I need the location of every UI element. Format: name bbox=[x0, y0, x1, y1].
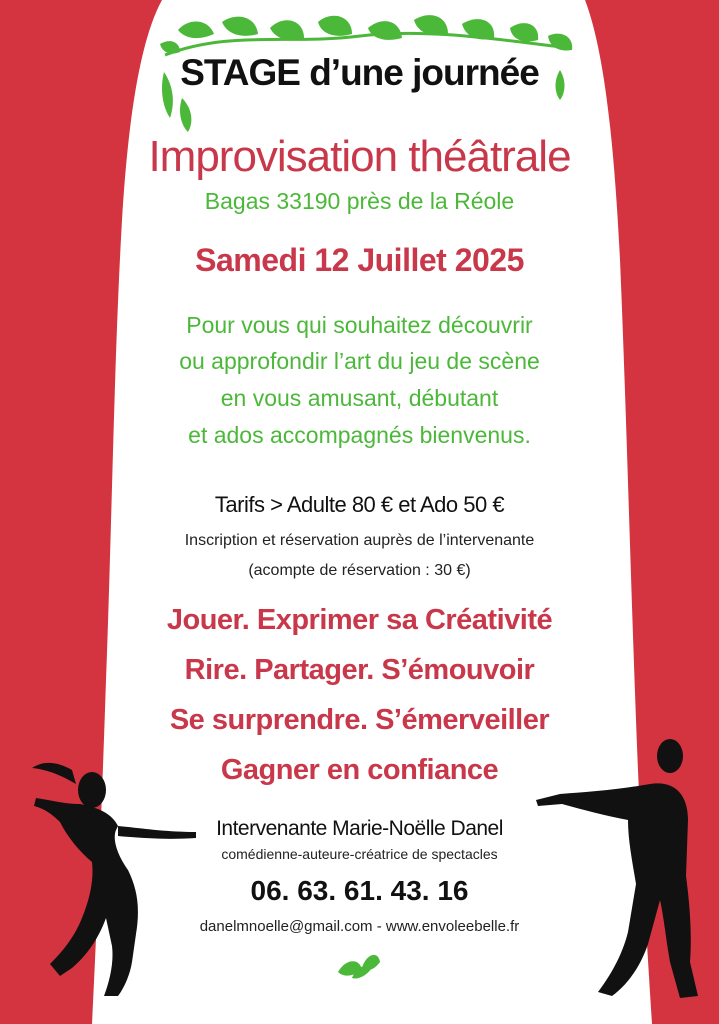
tagline-line: Pour vous qui souhaitez découvrir bbox=[186, 312, 533, 338]
tagline-line: ou approfondir l’art du jeu de scène bbox=[179, 348, 540, 374]
workshop-subtitle: Improvisation théâtrale bbox=[148, 132, 571, 181]
registration-info: Inscription et réservation auprès de l’intervenante bbox=[184, 532, 535, 549]
slogan-line: Gagner en confiance bbox=[220, 754, 499, 786]
contact-line: danelmnoelle@gmail.com - www.envoleebelle.fr bbox=[199, 918, 520, 935]
tagline-line: et ados accompagnés bienvenus. bbox=[188, 422, 531, 448]
price-info: Tarifs > Adulte 80 € et Ado 50 € bbox=[214, 492, 505, 517]
phone-number: 06. 63. 61. 43. 16 bbox=[250, 875, 469, 906]
stage-title: STAGE d’une journée bbox=[180, 52, 539, 93]
event-date: Samedi 12 Juillet 2025 bbox=[195, 242, 524, 278]
slogan-line: Se surprendre. S’émerveiller bbox=[169, 704, 550, 736]
location-text: Bagas 33190 près de la Réole bbox=[204, 188, 515, 214]
slogan-line: Jouer. Exprimer sa Créativité bbox=[166, 604, 553, 636]
host-name: Intervenante Marie-Noëlle Danel bbox=[216, 817, 503, 840]
leaf-sprout-icon bbox=[338, 955, 380, 979]
slogan-line: Rire. Partager. S’émouvoir bbox=[184, 654, 535, 686]
deposit-info: (acompte de réservation : 30 €) bbox=[248, 562, 471, 579]
tagline-line: en vous amusant, débutant bbox=[220, 385, 499, 411]
host-role: comédienne-auteure-créatrice de spectacles bbox=[221, 846, 498, 862]
